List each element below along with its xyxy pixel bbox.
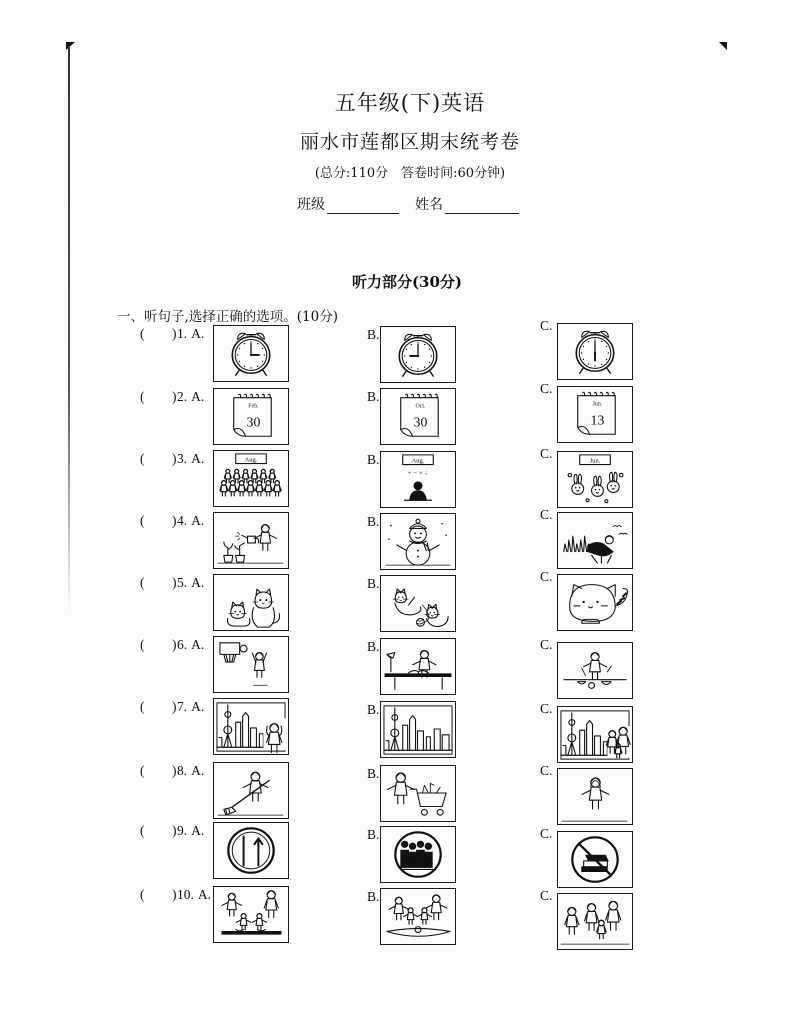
question-label [177, 763, 204, 778]
q8-option-a-image [213, 762, 289, 819]
question-label [177, 887, 211, 902]
q9-option-a-image [213, 822, 289, 879]
q2-option-a-image [213, 388, 289, 445]
answer-bracket-close: ) [172, 326, 177, 341]
scan-edge-line [68, 46, 70, 616]
q6-option-c-image [557, 642, 633, 699]
family-photo-icon [558, 894, 632, 949]
score-info: (总分:110分 答卷时间:60分钟) [314, 166, 506, 181]
boy-basketball-icon [214, 637, 288, 692]
q6-option-b-image [380, 638, 456, 695]
answer-bracket-close: ) [172, 389, 177, 404]
exam-title: 五年级(下)英语 [334, 91, 486, 115]
question-number: 10. [177, 887, 194, 902]
answer-bracket-close: ) [172, 823, 177, 838]
q4-option-c-image [557, 512, 633, 569]
question-number: 7. [177, 699, 188, 714]
option-a-letter: A. [197, 887, 211, 902]
option-b-letter: B. [367, 514, 380, 529]
answer-bracket-close: ) [172, 637, 177, 652]
option-b-letter: B. [367, 389, 380, 404]
calendar-day-text: 30 [413, 414, 428, 430]
option-c-letter: C. [540, 763, 553, 778]
option-c-letter: C. [540, 701, 553, 716]
option-b-letter: B. [367, 702, 380, 717]
option-b-letter: B. [367, 889, 380, 904]
snowman-icon [381, 514, 455, 569]
family-picnic-icon [381, 889, 455, 944]
child-raking-leaves-icon [558, 513, 632, 568]
math-symbols-text: + − × ÷ [407, 470, 429, 478]
alarm-clock-icon [381, 327, 455, 382]
q1-option-b-image [380, 326, 456, 383]
option-b-letter: B. [367, 452, 380, 467]
answer-bracket-open: ( [140, 513, 145, 528]
sign-people-icon [381, 827, 455, 882]
calendar-icon [381, 389, 455, 444]
question-number: 3. [177, 451, 188, 466]
q10-option-b-image [380, 888, 456, 945]
section-title: 听力部分(30分) [351, 273, 463, 291]
skyline-girl-icon [214, 699, 288, 754]
option-a-letter: A. [191, 575, 205, 590]
answer-bracket-open: ( [140, 326, 145, 341]
q3-option-a-image [213, 450, 289, 507]
q9-option-b-image [380, 826, 456, 883]
class-field [297, 194, 399, 214]
q4-option-b-image [380, 513, 456, 570]
answer-bracket-close: ) [172, 887, 177, 902]
sign-no-books-icon [558, 832, 632, 887]
answer-bracket-open: ( [140, 823, 145, 838]
option-a-letter: A. [191, 637, 205, 652]
q10-option-a-image [213, 886, 289, 943]
q1-option-c-image [557, 323, 633, 380]
q8-option-b-image [380, 765, 456, 822]
q5-option-a-image [213, 574, 289, 631]
answer-bracket-close: ) [172, 699, 177, 714]
q2-option-c-image [557, 386, 633, 443]
calendar-month-text: Jun. [592, 401, 603, 408]
calendar-day-text: 13 [590, 412, 605, 428]
option-b-letter: B. [367, 766, 380, 781]
question-label [177, 575, 204, 590]
question-number: 1. [177, 326, 188, 341]
calendar-month-text: Feb. [248, 403, 259, 410]
q5-option-c-image [557, 574, 633, 631]
cat-eating-icon [558, 575, 632, 630]
option-c-letter: C. [540, 569, 553, 584]
family-eating-icon [214, 887, 288, 942]
banner-math-icon [381, 452, 455, 507]
option-c-letter: C. [540, 637, 553, 652]
question-label [177, 637, 204, 652]
q5-option-b-image [380, 575, 456, 632]
q6-option-a-image [213, 636, 289, 693]
calendar-icon [558, 387, 632, 442]
option-a-letter: A. [191, 699, 205, 714]
option-a-letter: A. [191, 326, 205, 341]
question-label [177, 513, 204, 528]
name-field [415, 194, 519, 214]
scan-corner-mark [719, 42, 727, 50]
sign-arrows-icon [214, 823, 288, 878]
q7-option-c-image [557, 706, 633, 763]
option-a-letter: A. [191, 389, 205, 404]
question-number: 9. [177, 823, 188, 838]
option-c-letter: C. [540, 446, 553, 461]
option-a-letter: A. [191, 763, 205, 778]
answer-bracket-close: ) [172, 513, 177, 528]
q2-option-b-image [380, 388, 456, 445]
name-blank-line [445, 199, 519, 214]
calendar-day-text: 30 [246, 414, 261, 430]
banner-bunnies-icon [558, 452, 632, 507]
q10-option-c-image [557, 893, 633, 950]
boy-eating-icon [558, 643, 632, 698]
answer-bracket-open: ( [140, 887, 145, 902]
q7-option-a-image [213, 698, 289, 755]
cats-playing-icon [381, 576, 455, 631]
option-c-letter: C. [540, 381, 553, 396]
option-a-letter: A. [191, 513, 205, 528]
two-cats-icon [214, 575, 288, 630]
banner-month-text: Aug. [244, 456, 258, 464]
class-label: 班级 [297, 197, 325, 213]
q4-option-a-image [213, 512, 289, 569]
answer-bracket-open: ( [140, 451, 145, 466]
answer-bracket-open: ( [140, 763, 145, 778]
option-b-letter: B. [367, 639, 380, 654]
question-label [177, 699, 204, 714]
question-label [177, 326, 204, 341]
question-number: 2. [177, 389, 188, 404]
question-number: 4. [177, 513, 188, 528]
banner-kids-icon [214, 451, 288, 506]
banner-month-text: Aug. [411, 457, 425, 465]
q3-option-c-image [557, 451, 633, 508]
alarm-clock-icon [558, 324, 632, 379]
option-b-letter: B. [367, 576, 380, 591]
question-label [177, 451, 204, 466]
question-number: 6. [177, 637, 188, 652]
option-c-letter: C. [540, 826, 553, 841]
answer-bracket-open: ( [140, 637, 145, 652]
calendar-month-text: Oct. [415, 403, 426, 410]
option-c-letter: C. [540, 888, 553, 903]
answer-bracket-open: ( [140, 575, 145, 590]
answer-bracket-close: ) [172, 451, 177, 466]
q7-option-b-image [380, 701, 456, 758]
question-number: 5. [177, 575, 188, 590]
answer-bracket-open: ( [140, 699, 145, 714]
boy-sweeping-icon [214, 763, 288, 818]
option-b-letter: B. [367, 827, 380, 842]
answer-bracket-close: ) [172, 575, 177, 590]
boy-reading-icon [381, 639, 455, 694]
class-blank-line [327, 199, 399, 214]
q8-option-c-image [557, 768, 633, 825]
answer-bracket-close: ) [172, 763, 177, 778]
exam-subtitle: 丽水市莲都区期末统考卷 [299, 131, 520, 153]
option-b-letter: B. [367, 327, 380, 342]
skyline-family-icon [558, 707, 632, 762]
q9-option-c-image [557, 831, 633, 888]
option-a-letter: A. [191, 451, 205, 466]
option-a-letter: A. [191, 823, 205, 838]
boy-walking-icon [558, 769, 632, 824]
question-label [177, 823, 204, 838]
name-label: 姓名 [415, 197, 443, 213]
skyline-icon [381, 702, 455, 757]
question-label [177, 389, 204, 404]
option-c-letter: C. [540, 507, 553, 522]
child-watering-plants-icon [214, 513, 288, 568]
question-number: 8. [177, 763, 188, 778]
man-shopping-cart-icon [381, 766, 455, 821]
alarm-clock-icon [214, 326, 288, 381]
answer-bracket-open: ( [140, 389, 145, 404]
calendar-icon [214, 389, 288, 444]
option-c-letter: C. [540, 318, 553, 333]
q3-option-b-image [380, 451, 456, 508]
banner-month-text: Jun. [589, 457, 601, 465]
part1-instruction: 一、听句子,选择正确的选项。(10分) [117, 309, 339, 325]
q1-option-a-image [213, 325, 289, 382]
